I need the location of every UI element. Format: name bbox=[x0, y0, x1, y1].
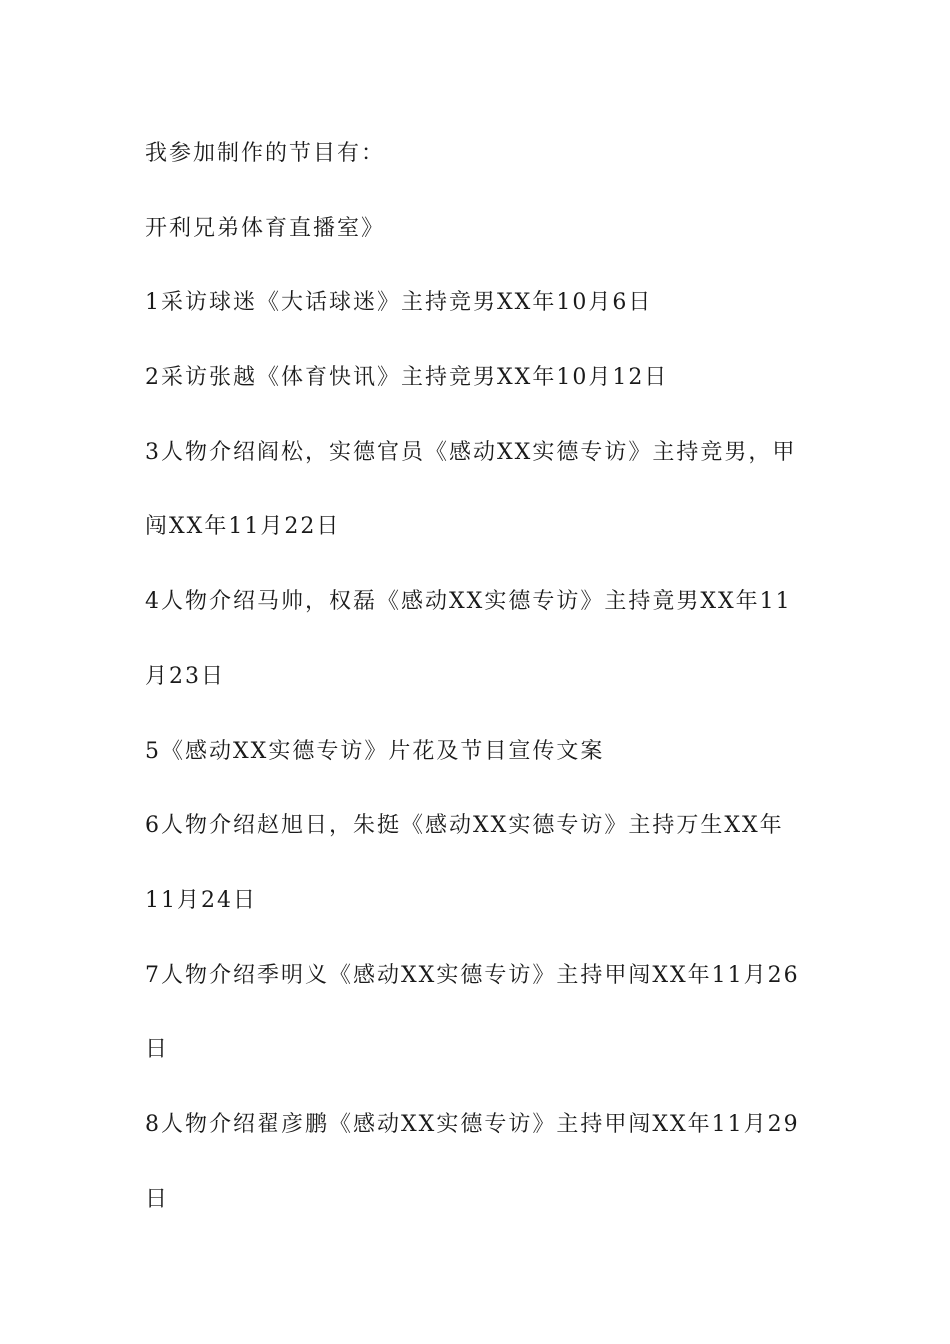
text-line: 4人物介绍马帅，权磊《感动XX实德专访》主持竟男XX年11 bbox=[145, 589, 792, 615]
text-line: 11月24日 bbox=[145, 887, 257, 913]
text-line: 日 bbox=[145, 1037, 170, 1063]
text-line: 日 bbox=[145, 1186, 170, 1212]
text-line: 开利兄弟体育直播室》 bbox=[145, 215, 386, 241]
text-line: 8人物介绍翟彦鹏《感动XX实德专访》主持甲闯XX年11月29 bbox=[145, 1111, 800, 1137]
text-line: 我参加制作的节目有： bbox=[145, 141, 386, 166]
text-line: 3人物介绍阎松，实德官员《感动XX实德专访》主持竞男，甲 bbox=[145, 439, 797, 465]
text-line: 1采访球迷《大话球迷》主持竞男XX年10月6日 bbox=[145, 290, 653, 316]
text-line: 2采访张越《体育快讯》主持竞男XX年10月12日 bbox=[145, 365, 669, 391]
document-body bbox=[145, 134, 810, 1254]
text-line: 闯XX年11月22日 bbox=[145, 514, 341, 540]
text-line: 6人物介绍赵旭日，朱挺《感动XX实德专访》主持万生XX年 bbox=[145, 813, 784, 839]
text-line: 5《感动XX实德专访》片花及节目宣传文案 bbox=[145, 738, 605, 764]
text-line: 月23日 bbox=[145, 663, 225, 689]
text-line: 7人物介绍季明义《感动XX实德专访》主持甲闯XX年11月26 bbox=[145, 962, 800, 988]
